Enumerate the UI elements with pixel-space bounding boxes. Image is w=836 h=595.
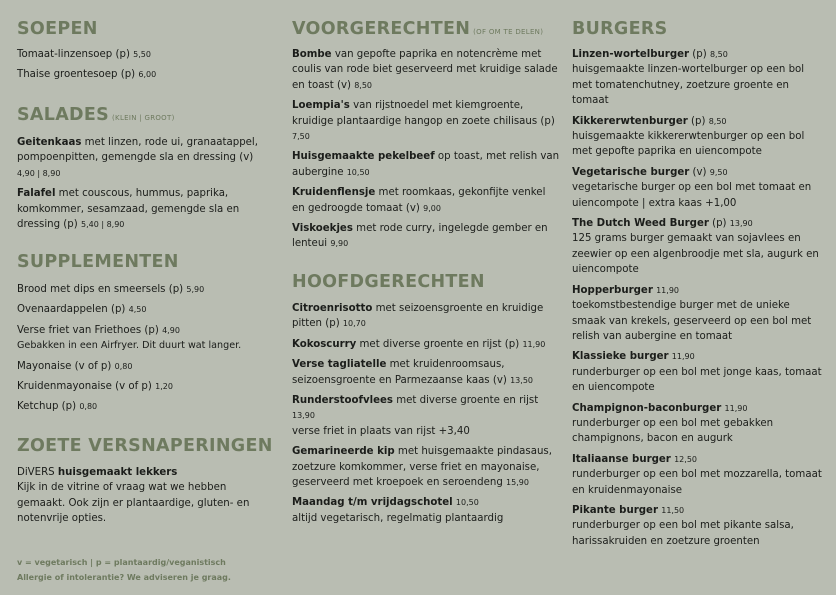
- burger-item: Klassieke burger 11,90 runderburger op een bol met jonge kaas, tomaat en uiencompote: [572, 351, 822, 394]
- salades-list: [17, 135, 262, 237]
- supplement-item: Verse friet van Friethoes (p) 4,90 Gebakken in een Airfryer. Dit duurt wat langer.: [17, 324, 242, 352]
- soepen-list: [17, 47, 262, 88]
- zoete-block: [17, 465, 262, 532]
- hoofdgerecht-item: Citroenrisotto met seizoensgroente en kruidige pitten (p) 10,70: [292, 303, 544, 330]
- burger-item: Pikante burger 11,50 runderburger op een bol met pikante salsa, harissakruiden en zoetzure groenten: [572, 504, 794, 547]
- voorgerecht-item: Bombe van gepofte paprika en notencrème met coulis van rode biet geserveerd met kruidige salade en toast (v) 8,50: [292, 49, 558, 91]
- zoete-heading: ZOETE VERSNAPERINGEN: [17, 436, 273, 456]
- voorgerecht-item: Loempia's van rijstnoedel met kiemgroente, kruidige plantaardige hangop en zoete chilisaus (p) 7,50: [292, 100, 555, 142]
- voorgerechten-list: [292, 47, 560, 257]
- burger-item: The Dutch Weed Burger (p) 13,90 125 grams burger gemaakt van sojavlees en zeewier op een algenbroodje met sla, augurk en uiencompote: [572, 218, 819, 276]
- soep-item: Tomaat-linzensoep (p) 5,50: [17, 49, 151, 60]
- burger-item: Vegetarische burger (v) 9,50 vegetarische burger op een bol met tomaat en uiencompote | extra kaas +1,00: [572, 166, 812, 209]
- burgers-heading: BURGERS: [572, 19, 668, 39]
- hoofdgerecht-item: Kokoscurry met diverse groente en rijst (p) 11,90: [292, 338, 546, 350]
- hoofdgerecht-item: Maandag t/m vrijdagschotel 10,50 altijd vegetarisch, regelmatig plantaardig: [292, 497, 504, 524]
- burger-item: Champignon-baconburger 11,90 runderburger op een bol met gebakken champignons, bacon en augurk: [572, 402, 774, 445]
- hoofdgerecht-item: Gemarineerde kip met huisgemaakte pindasaus, zoetzure komkommer, verse friet en mayonaise, geserveerd met kroepoek en seroendeng 15,90: [292, 446, 552, 489]
- salades-heading: SALADES (KLEIN | GROOT): [17, 105, 175, 125]
- supplement-item: Brood met dips en smeersels (p) 5,90: [17, 284, 205, 295]
- burger-item: Kikkererwtenburger (p) 8,50 huisgemaakte kikkererwtenburger op een bol met gepofte paprika en uiencompote: [572, 115, 805, 158]
- zoete-item: DiVERS huisgemaakt lekkers Kijk in de vitrine of vraag wat we hebben gemaakt. Ook zijn er plantaardige, gluten- en notenvrije opties.: [17, 467, 250, 525]
- voorgerecht-item: Kruidenflensje met roomkaas, gekonfijte venkel en gedroogde tomaat (v) 9,00: [292, 187, 546, 214]
- burger-item: Linzen-wortelburger (p) 8,50 huisgemaakte linzen-wortelburger op een bol met tomatenchutney, zoetzure groente en tomaat: [572, 49, 805, 107]
- legend-line: v = vegetarisch | p = plantaardig/veganistisch: [17, 558, 226, 567]
- burger-item: Italiaanse burger 12,50 runderburger op een bol met mozzarella, tomaat en kruidenmayonaise: [572, 453, 822, 496]
- supplement-item: Kruidenmayonaise (v of p) 1,20: [17, 381, 173, 393]
- voorgerecht-item: Huisgemaakte pekelbeef op toast, met relish van aubergine 10,50: [292, 151, 560, 178]
- salade-item: Falafel met couscous, hummus, paprika, komkommer, sesamzaad, gemengde sla en dressing (p) 5,40 | 8,90: [17, 188, 240, 231]
- supplementen-list: [17, 282, 262, 420]
- soep-item: Thaise groentesoep (p) 6,00: [17, 69, 157, 81]
- salade-item: Geitenkaas met linzen, rode ui, granaatappel, pompoenpitten, gemengde sla en dressing (v) 4,90 | 8,90: [17, 137, 259, 178]
- supplement-item: Ketchup (p) 0,80: [17, 401, 98, 413]
- soepen-heading: SOEPEN: [17, 19, 98, 39]
- supplementen-heading: SUPPLEMENTEN: [17, 252, 179, 272]
- hoofdgerechten-list: [292, 301, 560, 531]
- voorgerechten-heading: VOORGERECHTEN (OF OM TE DELEN): [292, 19, 544, 39]
- hoofdgerecht-item: Verse tagliatelle met kruidenroomsaus, seizoensgroente en Parmezaanse kaas (v) 13,50: [292, 359, 533, 386]
- voorgerecht-item: Viskoekjes met rode curry, ingelegde gember en lenteui 9,90: [292, 223, 548, 250]
- supplement-item: Ovenaardappelen (p) 4,50: [17, 304, 147, 316]
- allergy-note: Allergie of intolerantie? We adviseren je graag.: [17, 573, 231, 582]
- hoofdgerecht-item: Runderstoofvlees met diverse groente en rijst 13,90 verse friet in plaats van rijst +3,40: [292, 395, 539, 437]
- hoofdgerechten-heading: HOOFDGERECHTEN: [292, 272, 485, 292]
- burger-item: Hopperburger 11,90 toekomstbestendige burger met de unieke smaak van krekels, geserveerd op een bol met relish van aubergine en tomaat: [572, 284, 812, 342]
- burgers-list: [572, 47, 822, 554]
- supplement-item: Mayonaise (v of p) 0,80: [17, 360, 133, 372]
